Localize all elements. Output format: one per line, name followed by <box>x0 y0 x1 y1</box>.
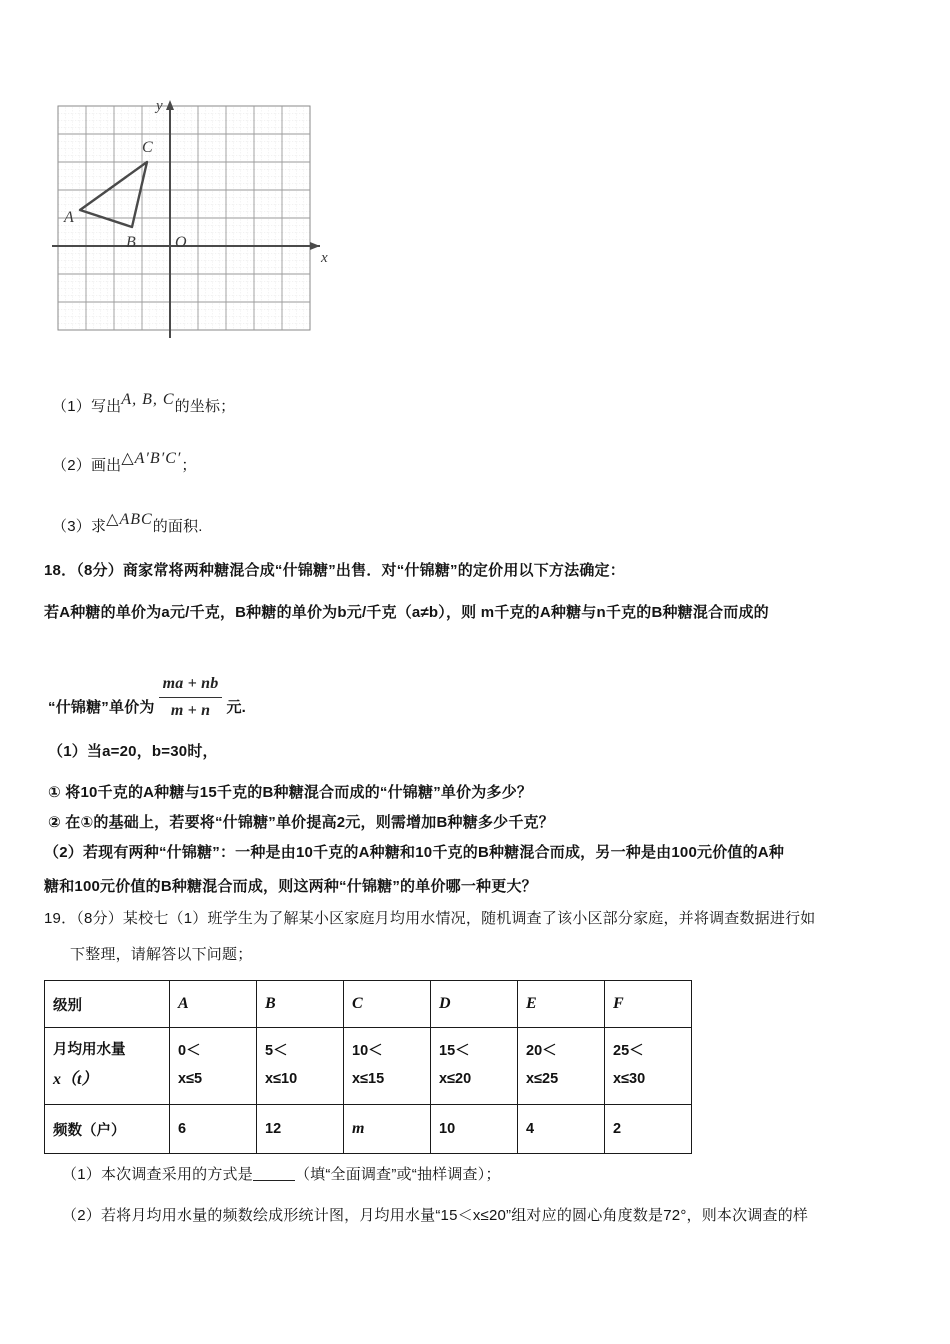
q17-part3-math: △ABC <box>106 511 153 528</box>
range-f-bottom: x≤30 <box>613 1071 646 1087</box>
freq-c: m <box>344 1105 431 1154</box>
level-d: D <box>431 981 518 1028</box>
freq-d: 10 <box>431 1105 518 1154</box>
q17-part1-prefix: （1）写出 <box>52 398 122 415</box>
q17-part1-math: A, B, C <box>121 391 175 408</box>
q18-line2: 若A种糖的单价为a元/千克，B种糖的单价为b元/千克（a≠b），则 m千克的A种糖与n千克的B种糖混合而成的 <box>44 604 769 621</box>
freq-a: 6 <box>170 1105 257 1154</box>
range-c <box>344 1028 431 1105</box>
row-label-usage-l2: x（t） <box>53 1070 98 1088</box>
level-a: A <box>170 981 257 1028</box>
freq-f: 2 <box>605 1105 692 1154</box>
range-b <box>257 1028 344 1105</box>
frequency-table <box>44 980 692 1154</box>
fraction-denominator: m + n <box>170 702 211 719</box>
q19-sub2: （2）若将月均用水量的频数绘成形统计图，月均用水量“15＜x≤20”组对应的圆心角度数是72°，则本次调查的样 <box>62 1207 809 1224</box>
range-e <box>518 1028 605 1105</box>
q19-sub1-prefix: （1）本次调查采用的方式是 <box>62 1166 253 1183</box>
range-a <box>170 1028 257 1105</box>
range-c-top: 10＜ <box>352 1043 383 1060</box>
range-d <box>431 1028 518 1105</box>
freq-e: 4 <box>518 1105 605 1154</box>
q18-formula-line <box>48 672 246 723</box>
vertex-label-c: C <box>142 139 153 156</box>
range-e-bottom: x≤25 <box>526 1071 559 1087</box>
y-axis-label: y <box>156 98 163 114</box>
range-b-top: 5＜ <box>265 1043 288 1060</box>
range-c-bottom: x≤15 <box>352 1071 385 1087</box>
q18-formula-prefix: “什锦糖”单价为 <box>48 699 155 716</box>
range-b-bottom: x≤10 <box>265 1071 298 1087</box>
table-row-ranges <box>45 1028 692 1105</box>
q17-part3 <box>52 508 203 539</box>
q17-part3-suffix: 的面积. <box>152 518 203 535</box>
q17-part1 <box>52 388 235 419</box>
x-axis-label: x <box>321 250 328 266</box>
y-axis-arrow <box>166 100 174 110</box>
table-row-levels <box>45 981 692 1028</box>
range-f <box>605 1028 692 1105</box>
q17-part2-math: △A′B′C′ <box>121 450 182 467</box>
row-label-usage-l1: 月均用水量 <box>53 1042 126 1059</box>
table-row-frequencies <box>45 1105 692 1154</box>
vertex-label-a: A <box>64 209 74 226</box>
level-e: E <box>518 981 605 1028</box>
range-d-top: 15＜ <box>439 1043 470 1060</box>
level-f: F <box>605 981 692 1028</box>
answer-blank[interactable] <box>253 1180 295 1181</box>
q18-sub1: （1）当a=20，b=30时， <box>48 743 218 760</box>
range-a-top: 0＜ <box>178 1043 201 1060</box>
fraction-numerator: ma + nb <box>159 672 223 698</box>
q17-part2 <box>52 447 197 478</box>
coordinate-plane-svg <box>44 92 344 344</box>
x-axis-arrow <box>310 242 320 250</box>
row-label-frequency: 频数（户） <box>45 1105 170 1154</box>
q17-part3-prefix: （3）求 <box>52 518 107 535</box>
origin-label: O <box>175 234 187 251</box>
q17-part1-suffix: 的坐标； <box>174 398 236 415</box>
range-e-top: 20＜ <box>526 1043 557 1060</box>
level-b: B <box>257 981 344 1028</box>
q18-item1: ① 将10千克的A种糖与15千克的B种糖混合而成的“什锦糖”单价为多少？ <box>48 784 533 801</box>
q18-line1: 18．（8分）商家常将两种糖混合成“什锦糖”出售．对“什锦糖”的定价用以下方法确定： <box>44 562 625 579</box>
freq-b: 12 <box>257 1105 344 1154</box>
range-d-bottom: x≤20 <box>439 1071 472 1087</box>
range-a-bottom: x≤5 <box>178 1071 203 1087</box>
q19-line1: 19．（8分）某校七（1）班学生为了解某小区家庭月均用水情况，随机调查了该小区部分家庭，并将调查数据进行如 <box>44 910 816 927</box>
q19-sub1-suffix: （填“全面调查”或“抽样调查）； <box>294 1166 501 1183</box>
row-label-usage <box>45 1028 170 1105</box>
q17-part2-suffix: ； <box>181 457 197 474</box>
row-label-level: 级别 <box>45 981 170 1028</box>
level-c: C <box>344 981 431 1028</box>
q18-item2: ② 在①的基础上，若要将“什锦糖”单价提高2元，则需增加B种糖多少千克？ <box>48 814 554 831</box>
q19-sub1 <box>62 1164 501 1187</box>
q19-line2: 下整理，请解答以下问题； <box>70 946 253 963</box>
vertex-label-b: B <box>126 234 136 251</box>
range-f-top: 25＜ <box>613 1043 644 1060</box>
q18-formula-suffix: 元. <box>226 699 247 716</box>
q17-part2-prefix: （2）画出 <box>52 457 122 474</box>
q18-sub2-line2: 糖和100元价值的B种糖混合而成，则这两种“什锦糖”的单价哪一种更大？ <box>44 878 537 895</box>
mixed-price-fraction <box>159 672 223 723</box>
q18-sub2-line1: （2）若现有两种“什锦糖”：一种是由10千克的A种糖和10千克的B种糖混合而成，另一种是由100元价值的A种 <box>44 844 785 861</box>
coordinate-plane-figure <box>44 92 344 344</box>
